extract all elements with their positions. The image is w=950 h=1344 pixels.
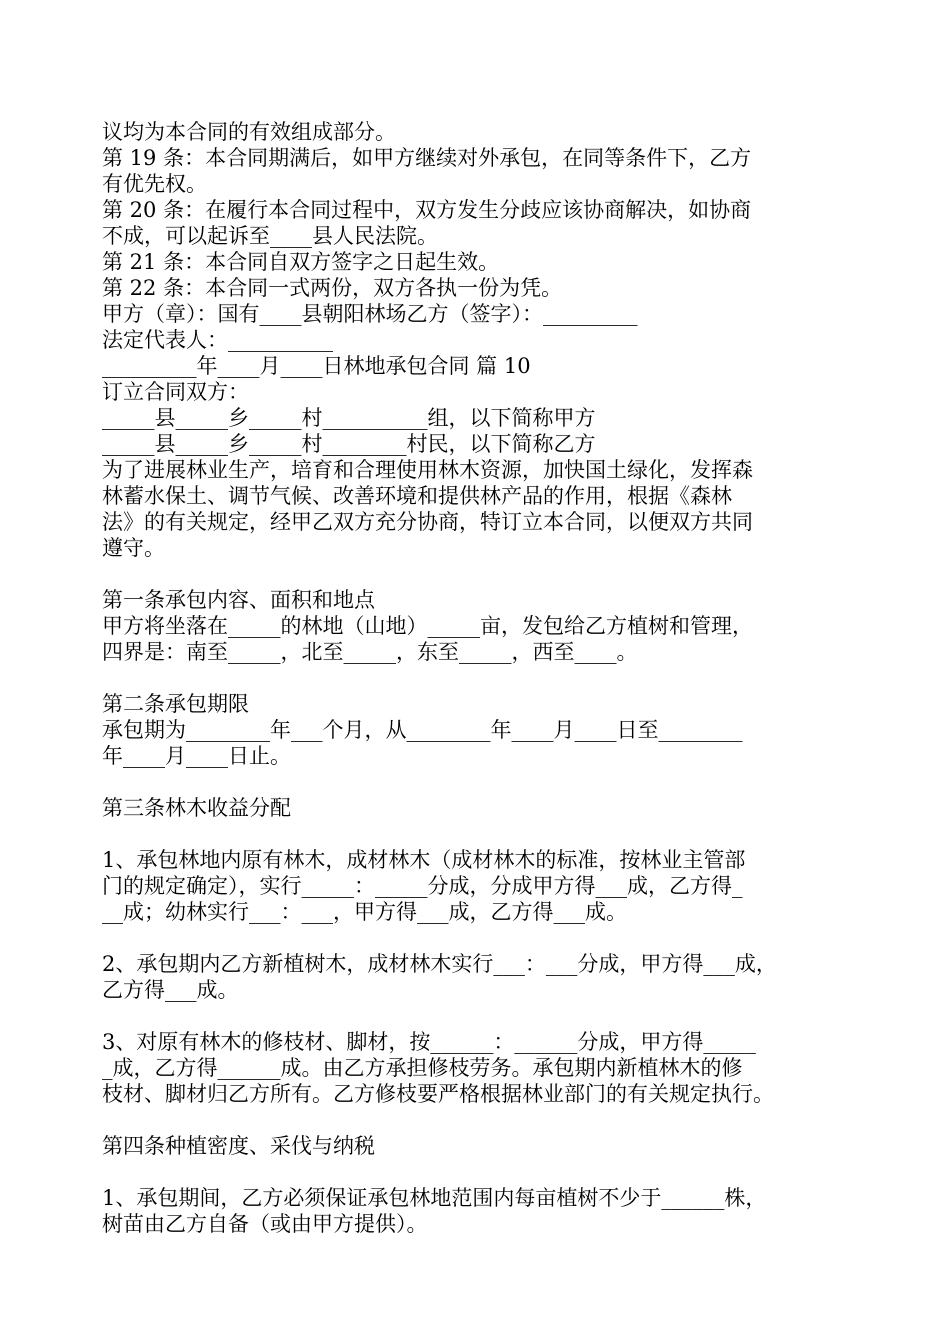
text-line: 第三条林木收益分配 xyxy=(102,796,291,820)
blank-line xyxy=(102,769,854,795)
text-line: 为了进展林业生产，培育和合理使用林木资源，加快国土绿化，发挥森 xyxy=(102,458,753,482)
text-line: 遵守。 xyxy=(102,536,165,560)
text-line: _成，乙方得______成。由乙方承担修枝劳务。承包期内新植林木的修 xyxy=(102,1056,743,1080)
text-line: 枝材、脚材归乙方所有。乙方修枝要严格根据林业部门的有关规定执行。 xyxy=(102,1082,774,1106)
text-line: 议均为本合同的有效组成部分。 xyxy=(102,120,396,144)
text-line: 1、承包期间，乙方必须保证承包林地范围内每亩植树不少于______株， xyxy=(102,1186,767,1210)
text-line: 订立合同双方： xyxy=(102,380,249,404)
text-line: 2、承包期内乙方新植树木，成材林木实行___：___分成，甲方得___成， xyxy=(102,952,777,976)
text-line: 不成，可以起诉至____县人民法院。 xyxy=(102,224,438,248)
text-line: 第 19 条：本合同期满后，如甲方继续对外承包，在同等条件下，乙方 xyxy=(102,146,752,170)
text-line: 承包期为________年___个月，从________年____月____日至________ xyxy=(102,718,743,742)
text-line: 第 20 条：在履行本合同过程中，双方发生分歧应该协商解决，如协商 xyxy=(102,198,752,222)
blank-line xyxy=(102,821,854,847)
text-line: 第二条承包期限 xyxy=(102,692,249,716)
text-line: 甲方（章）：国有____县朝阳林场乙方（签字）：_________ xyxy=(102,302,638,326)
text-line: _________年____月____日林地承包合同 篇 10 xyxy=(102,354,531,378)
text-line: 第四条种植密度、采伐与纳税 xyxy=(102,1134,375,1158)
text-line: 四界是：南至_____，北至_____，东至_____，西至____。 xyxy=(102,640,638,664)
text-line: 1、承包林地内原有林木，成材林木（成材林木的标准，按林业主管部 xyxy=(102,848,746,872)
blank-line xyxy=(102,561,854,587)
text-line: 树苗由乙方自备（或由甲方提供）。 xyxy=(102,1212,428,1236)
text-line: 年____月____日止。 xyxy=(102,744,291,768)
text-line: 有优先权。 xyxy=(102,172,207,196)
text-line: 门的规定确定），实行_____：_____分成，分成甲方得___成，乙方得_ xyxy=(102,874,743,898)
blank-line xyxy=(102,1003,854,1029)
text-line: 法》的有关规定，经甲乙双方充分协商，特订立本合同，以便双方共同 xyxy=(102,510,753,534)
text-line: 乙方得___成。 xyxy=(102,978,239,1002)
text-line: 第一条承包内容、面积和地点 xyxy=(102,588,375,612)
text-line: 法定代表人：__________ xyxy=(102,328,333,352)
text-line: 第 21 条：本合同自双方签字之日起生效。 xyxy=(102,250,500,274)
document-page xyxy=(102,119,854,1237)
blank-line xyxy=(102,1159,854,1185)
blank-line xyxy=(102,925,854,951)
text-line: 林蓄水保土、调节气候、改善环境和提供林产品的作用，根据《森林 xyxy=(102,484,732,508)
text-line: 第 22 条：本合同一式两份，双方各执一份为凭。 xyxy=(102,276,563,300)
blank-line xyxy=(102,1107,854,1133)
text-line: _____县_____乡_____村__________组，以下简称甲方 xyxy=(102,406,596,430)
blank-line xyxy=(102,665,854,691)
text-line: 甲方将坐落在_____的林地（山地）_____亩，发包给乙方植树和管理， xyxy=(102,614,753,638)
text-line: _____县_____乡_____村________村民，以下简称乙方 xyxy=(102,432,596,456)
text-line: 3、对原有林木的修枝材、脚材，按______：______分成，甲方得_____ xyxy=(102,1030,756,1054)
text-line: __成；幼林实行___：___，甲方得___成，乙方得___成。 xyxy=(102,900,627,924)
